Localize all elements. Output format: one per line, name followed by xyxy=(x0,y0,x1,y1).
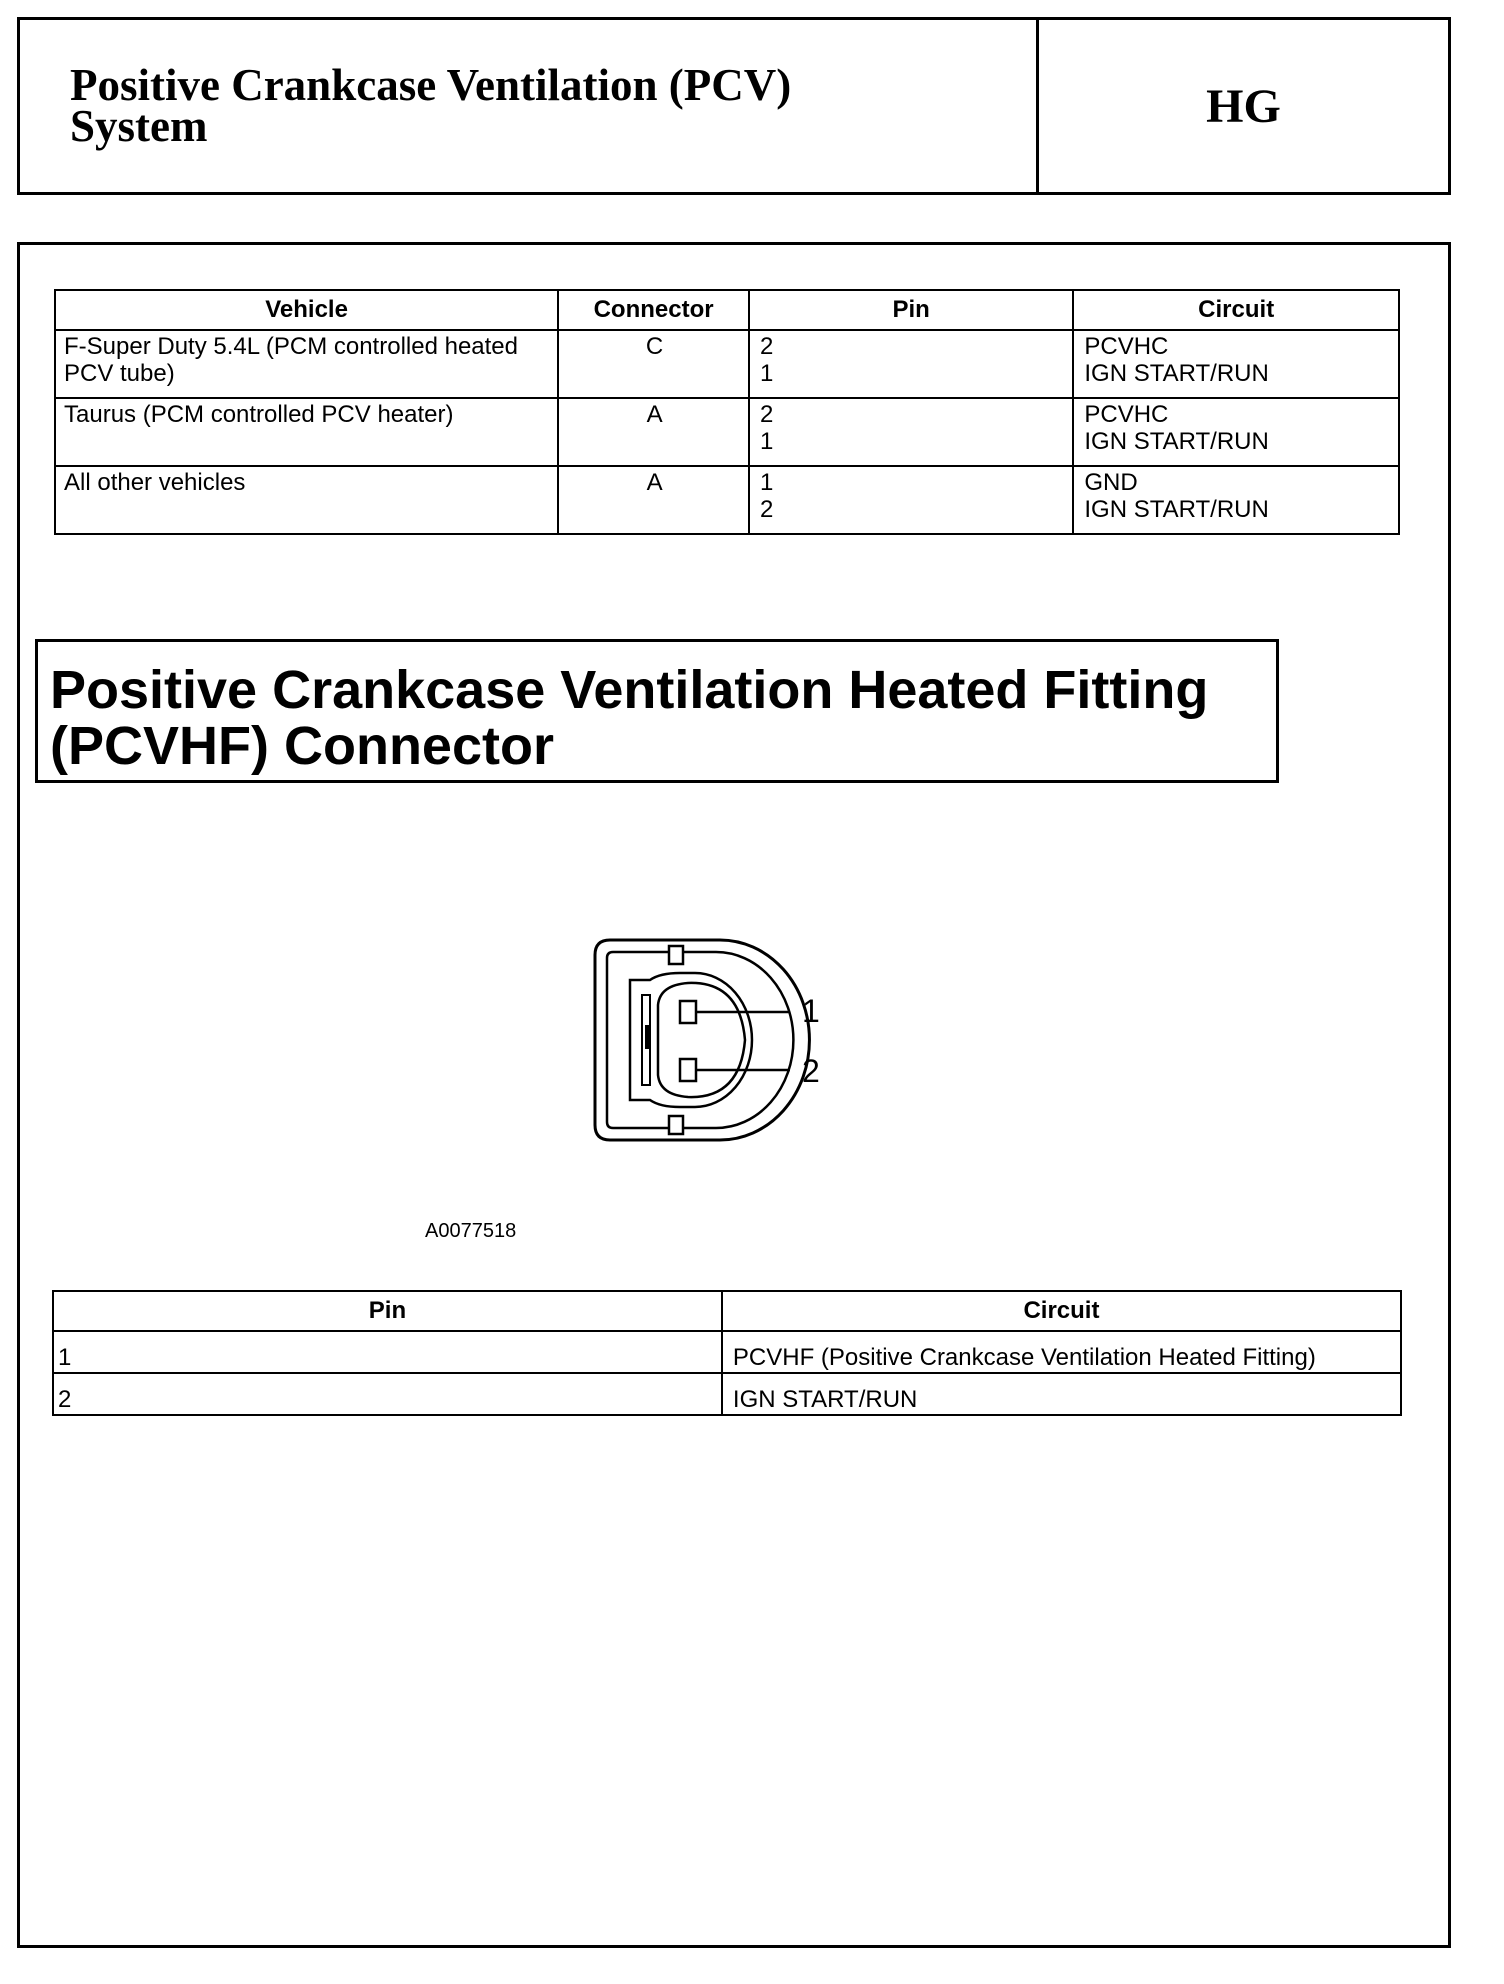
circuit-value: IGN START/RUN xyxy=(1084,360,1269,387)
pin-value: 1 xyxy=(760,469,774,496)
pin-value: 2 xyxy=(760,401,774,428)
pin-1-terminal xyxy=(680,1001,696,1023)
vehicle-cell: Taurus (PCM controlled PCV heater) xyxy=(55,398,558,466)
pin-cell xyxy=(749,330,1073,398)
circuit-cell: IGN START/RUN xyxy=(722,1373,1401,1415)
terminal-face xyxy=(658,983,745,1097)
column-header-pin: Pin xyxy=(749,290,1073,330)
circuit-cell xyxy=(1073,398,1399,466)
connector-cell: A xyxy=(558,466,749,534)
table-header-row xyxy=(55,290,1399,330)
pin-cell: 2 xyxy=(53,1373,722,1415)
polarizing-key-slot xyxy=(645,1025,649,1049)
locking-tab-top xyxy=(669,946,683,964)
pin-cell: 1 xyxy=(53,1331,722,1373)
content-frame xyxy=(17,242,1451,1948)
section-heading: Positive Crankcase Ventilation Heated Fitting (PCVHF) Connector xyxy=(35,639,1279,783)
table-header-row xyxy=(53,1291,1401,1331)
connector-cell: A xyxy=(558,398,749,466)
pin-cell xyxy=(749,398,1073,466)
pin-value: 2 xyxy=(760,496,774,523)
pin-value: 1 xyxy=(760,428,774,455)
circuit-cell: PCVHF (Positive Crankcase Ventilation Heated Fitting) xyxy=(722,1331,1401,1373)
pin-2-terminal xyxy=(680,1059,696,1081)
vehicle-cell: F-Super Duty 5.4L (PCM controlled heated PCV tube) xyxy=(55,330,558,398)
circuit-value: IGN START/RUN xyxy=(1084,428,1269,455)
pin-value: 1 xyxy=(760,360,774,387)
column-header-pin: Pin xyxy=(53,1291,722,1331)
pin-circuit-table xyxy=(52,1290,1402,1416)
table-row xyxy=(55,466,1399,534)
column-header-circuit: Circuit xyxy=(1073,290,1399,330)
column-header-circuit: Circuit xyxy=(722,1291,1401,1331)
circuit-value: PCVHC xyxy=(1084,333,1169,360)
pin-2-label: 2 xyxy=(802,1053,820,1089)
page-header xyxy=(17,17,1451,195)
connector-diagram xyxy=(580,925,940,1185)
section-code: HG xyxy=(1206,79,1281,133)
circuit-value: GND xyxy=(1084,469,1138,496)
page-title xyxy=(70,60,970,151)
locking-tab-bottom xyxy=(669,1116,683,1134)
table-row xyxy=(53,1331,1401,1373)
page-title-line2: System xyxy=(70,101,208,151)
table-row xyxy=(53,1373,1401,1415)
circuit-cell xyxy=(1073,330,1399,398)
table-row xyxy=(55,398,1399,466)
figure-id: A0077518 xyxy=(425,1220,517,1242)
column-header-connector: Connector xyxy=(558,290,749,330)
circuit-value: PCVHC xyxy=(1084,401,1169,428)
pin-cell xyxy=(749,466,1073,534)
connector-cell: C xyxy=(558,330,749,398)
table-row xyxy=(55,330,1399,398)
vehicle-connector-table xyxy=(54,289,1400,535)
vehicle-cell: All other vehicles xyxy=(55,466,558,534)
page-title-line1: Positive Crankcase Ventilation (PCV) xyxy=(70,60,792,110)
column-header-vehicle: Vehicle xyxy=(55,290,558,330)
pin-1-label: 1 xyxy=(802,993,820,1029)
circuit-value: IGN START/RUN xyxy=(1084,496,1269,523)
circuit-cell xyxy=(1073,466,1399,534)
pin-value: 2 xyxy=(760,333,774,360)
